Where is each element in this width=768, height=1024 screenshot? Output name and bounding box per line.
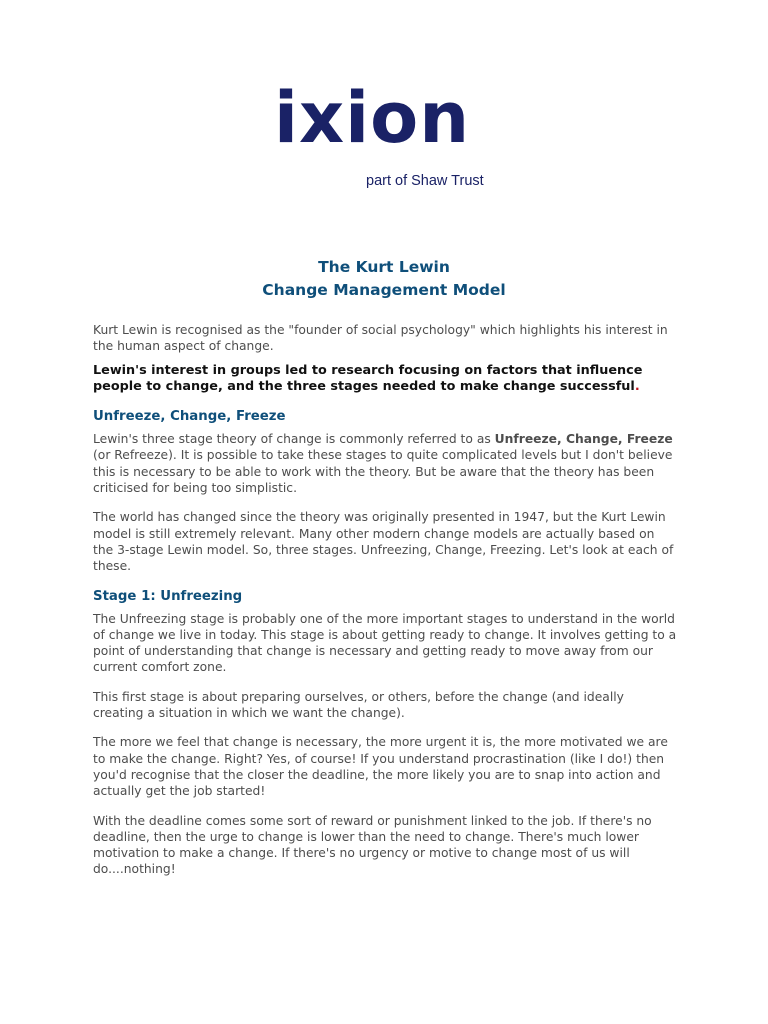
s1p1-bold: Unfreeze, Change, Freeze xyxy=(494,432,673,447)
section2-paragraph2: This first stage is about preparing ourselves, or others, before the change (and ideally creating a situation in which we want the change). xyxy=(93,689,624,721)
s1p1-after: (or Refreeze). It is possible to take these stages to quite complicated levels but I don't believe this is necessary to be able to work with the theory. But be aware that the theory has been criticised for being too simplistic. xyxy=(93,448,673,496)
section1-paragraph1 xyxy=(93,431,678,496)
section1-paragraph2: The world has changed since the theory was originally presented in 1947, but the Kurt Lewin model is still extremely relevant. Many other modern change models are actually based on the 3-stage Lewin model. So, three stages. Unfreezing, Change, Freezing. Let's look at each of these. xyxy=(93,510,674,574)
page-title-line2: Change Management Model xyxy=(262,281,506,299)
lead-paragraph xyxy=(93,363,678,396)
section2-paragraph3: The more we feel that change is necessary, the more urgent it is, the more motivated we are to make the change. Right? Yes, of course! If you understand procrastination (like I do!) then you'd recognise that the closer the deadline, the more likely you are to snap into action and actually get the job started! xyxy=(93,735,668,799)
section2-paragraph4: With the deadline comes some sort of reward or punishment linked to the job. If there's no deadline, then the urge to change is lower than the need to change. There's much lower motivation to make a change. If there's no urgency or motive to change most of us will do....nothing! xyxy=(93,813,652,877)
lead-text: Lewin's interest in groups led to research focusing on factors that influence people to change, and the three stages needed to make change successful xyxy=(93,362,643,394)
page-title-line1: The Kurt Lewin xyxy=(318,258,450,276)
article-body xyxy=(93,322,678,891)
s1p1-before: Lewin's three stage theory of change is commonly referred to as xyxy=(93,432,495,447)
section2-paragraph1: The Unfreezing stage is probably one of the more important stages to understand in the world of change we live in today. This stage is about getting ready to change. It involves getting to a point of understanding that change is necessary and getting ready to move away from our current comfort zone. xyxy=(93,611,677,675)
intro-paragraph: Kurt Lewin is recognised as the "founder of social psychology" which highlights his interest in the human aspect of change. xyxy=(93,323,668,354)
section-heading-stage1: Stage 1: Unfreezing xyxy=(93,588,243,604)
lead-period: . xyxy=(634,378,640,394)
logo-tagline: part of Shaw Trust xyxy=(366,173,484,189)
ixion-logo: ixion xyxy=(274,77,471,159)
section-heading-unfreeze-change-freeze: Unfreeze, Change, Freeze xyxy=(93,409,286,425)
